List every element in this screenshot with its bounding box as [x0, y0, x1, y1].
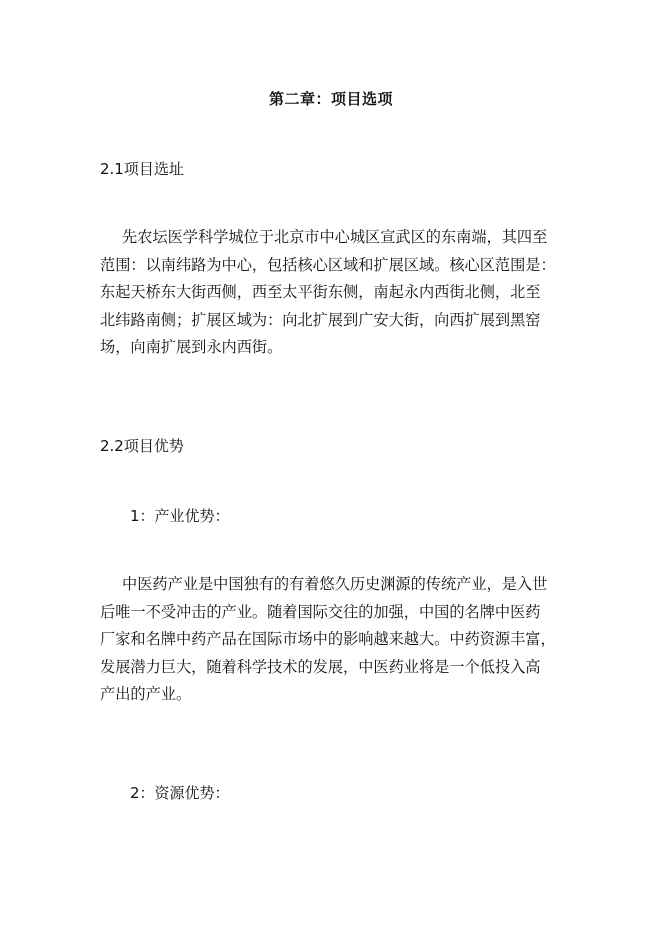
paragraph-line: 范围：以南纬路为中心，包括核心区域和扩展区域。核心区范围是： — [100, 255, 556, 274]
paragraph-line: 产出的产业。 — [100, 685, 192, 703]
paragraph-line: 北纬路南侧；扩展区域为：向北扩展到广安大街，向西扩展到黑窑 — [100, 310, 541, 329]
paragraph-line: 先农坛医学科学城位于北京市中心城区宣武区的东南端，其四至 — [122, 228, 548, 246]
paragraph-line: 场，向南扩展到永内西街。 — [100, 338, 283, 356]
subsection-heading-resource-advantage: 2：资源优势： — [130, 784, 230, 802]
chapter-title: 第二章：项目选项 — [268, 90, 393, 108]
section-2-1-paragraph — [100, 224, 576, 362]
subsection-heading-industry-advantage: 1：产业优势： — [130, 507, 230, 525]
paragraph-line: 中医药产业是中国独有的有着悠久历史渊源的传统产业，是入世 — [122, 575, 548, 593]
paragraph-line: 发展潜力巨大，随着科学技术的发展，中医药业将是一个低投入高 — [100, 657, 541, 676]
industry-advantage-paragraph — [100, 571, 576, 709]
paragraph-line: 东起天桥东大街西侧，西至太平街东侧，南起永内西街北侧，北至 — [100, 283, 541, 301]
paragraph-line: 厂家和名牌中药产品在国际市场中的影响越来越大。中药资源丰富， — [100, 630, 556, 648]
section-heading-2-1: 2.1项目选址 — [100, 160, 184, 178]
paragraph-line: 后唯一不受冲击的产业。随着国际交往的加强，中国的名牌中医药 — [100, 602, 541, 621]
section-heading-2-2: 2.2项目优势 — [100, 437, 184, 455]
